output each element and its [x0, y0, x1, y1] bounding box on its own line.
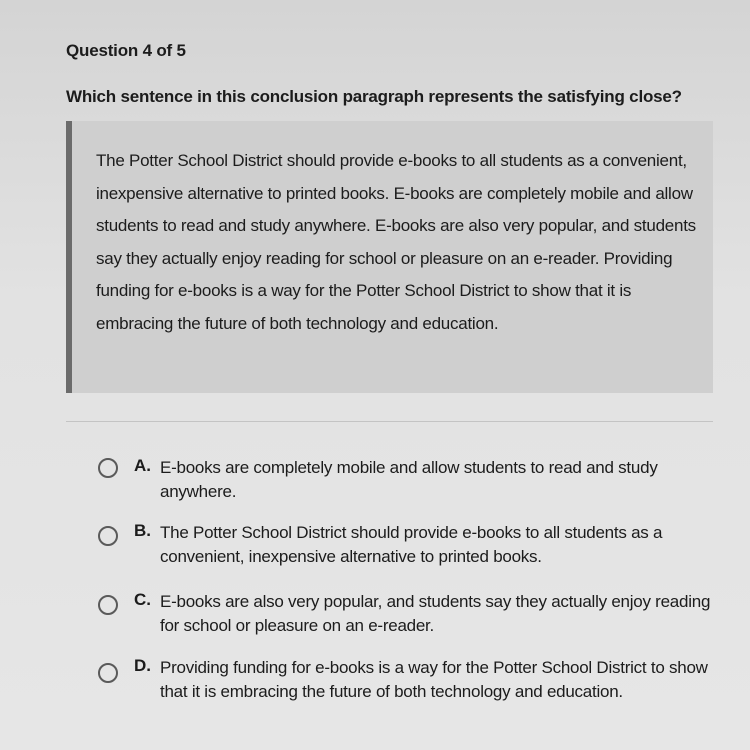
choice-letter: C.: [134, 590, 151, 609]
divider: [66, 421, 713, 422]
radio-button-icon[interactable]: [98, 595, 118, 615]
choice-letter: D.: [134, 656, 151, 675]
passage-box: [66, 121, 713, 393]
question-header: Question 4 of 5: [66, 41, 186, 60]
choice-letter: A.: [134, 456, 151, 475]
choice-text: The Potter School District should provide e-books to all students as a convenient, inexpensive alternative to printed books.: [160, 523, 663, 566]
radio-button-icon[interactable]: [98, 458, 118, 478]
radio-button-icon[interactable]: [98, 663, 118, 683]
question-prompt: Which sentence in this conclusion paragraph represents the satisfying close?: [66, 87, 682, 106]
choice-text: E-books are completely mobile and allow students to read and study anywhere.: [160, 458, 658, 501]
choice-text: Providing funding for e-books is a way for the Potter School District to show that it is embracing the future of both technology and education.: [160, 658, 708, 701]
choice-letter: B.: [134, 521, 151, 540]
choice-text: E-books are also very popular, and students say they actually enjoy reading for school or pleasure on an e-reader.: [160, 592, 711, 635]
radio-button-icon[interactable]: [98, 526, 118, 546]
passage-text: The Potter School District should provide e-books to all students as a convenient, inexpensive alternative to printed books. E-books are completely mobile and allow students to read and study anywhere. E-books are also very popular, and students say they actually enjoy reading for school or pleasure on an e-reader. Providing funding for e-books is a way for the Potter School District to show that it is embracing the future of both technology and education.: [96, 151, 696, 333]
